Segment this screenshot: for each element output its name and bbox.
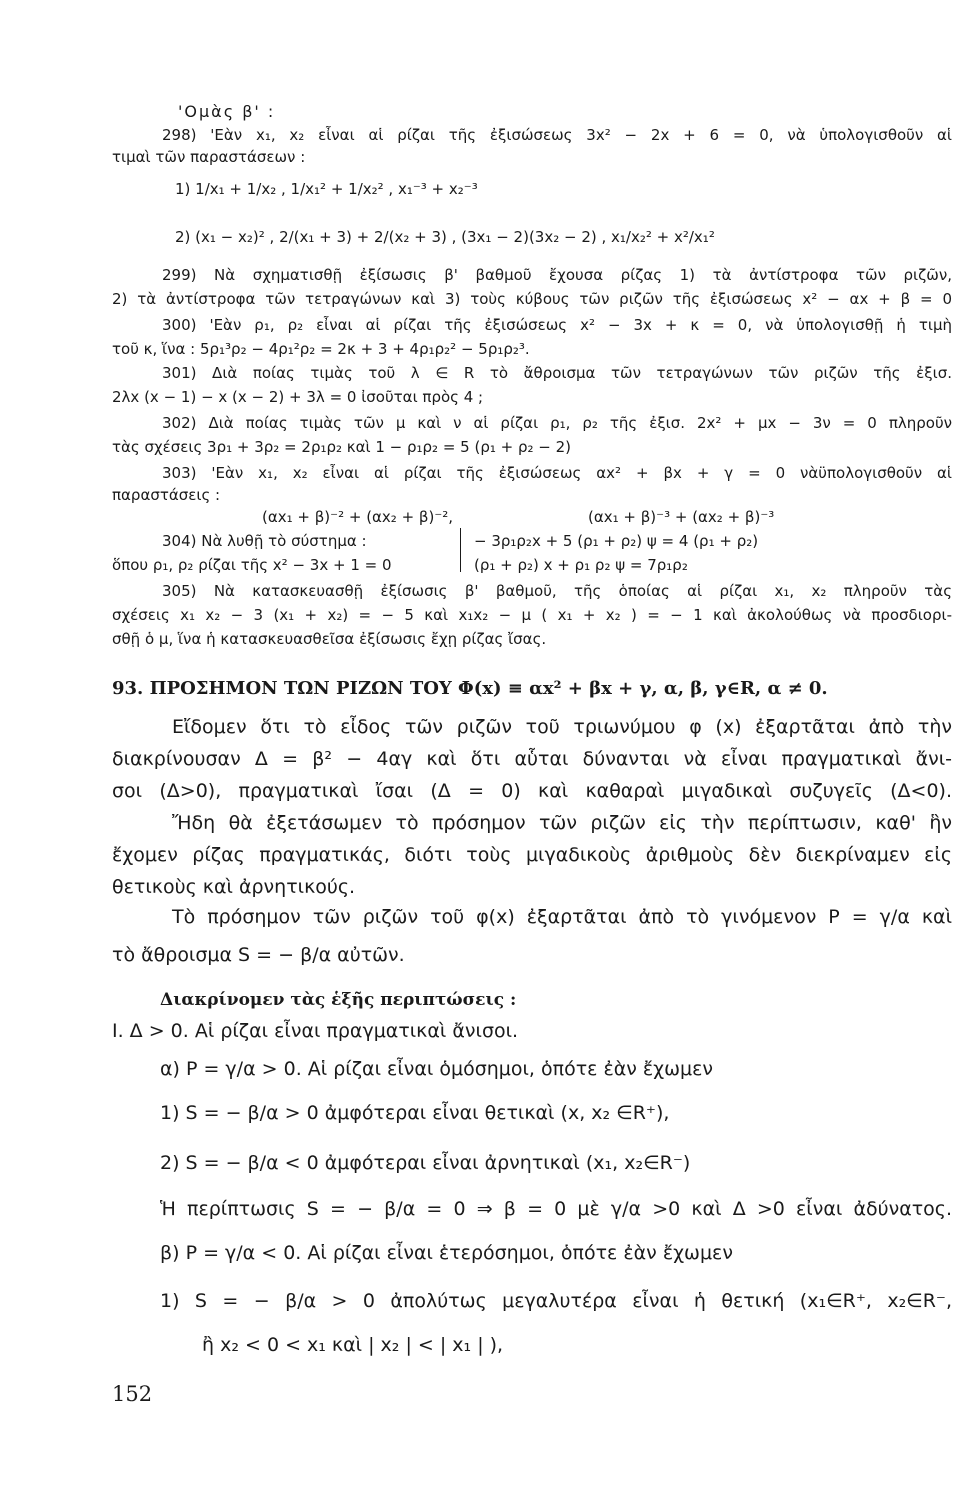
exercise-300-line-2: τοῦ κ, ἵνα : 5ρ₁³ρ₂ − 4ρ₁²ρ₂ = 2κ + 3 + 4ρ₁ρ₂² − 5ρ₁ρ₂³. xyxy=(112,340,530,358)
exercise-301-line-2: 2λx (x − 1) − x (x − 2) + 3λ = 0 ἰσοῦται πρὸς 4 ; xyxy=(112,388,484,406)
paragraph-2-line-1: Ἤδη θὰ ἐξετάσωμεν τὸ πρόσημον τῶν ριζῶν εἰς τὴν περίπτωσιν, καθ' ἣν xyxy=(172,812,952,834)
exercise-305-line-2: σχέσεις x₁ x₂ − 3 (x₁ + x₂) = − 5 καὶ x₁x₂ − μ ( x₁ + x₂ ) = − 1 καὶ ἀκολούθως νὰ προσδιορι- xyxy=(112,606,952,624)
exercise-299-line-1: 299) Νὰ σχηματισθῇ ἐξίσωσις β' βαθμοῦ ἔχουσα ρίζας 1) τὰ ἀντίστροφα τῶν ριζῶν, xyxy=(162,266,952,284)
case-a-2: 2) S = − β/α < 0 ἀμφότεραι εἶναι ἀρνητικαὶ (x₁, x₂∈R⁻) xyxy=(160,1152,691,1174)
cases-heading: Διακρίνομεν τὰς ἑξῆς περιπτώσεις : xyxy=(160,990,517,1010)
exercise-302-line-2: τὰς σχέσεις 3ρ₁ + 3ρ₂ = 2ρ₁ρ₂ καὶ 1 − ρ₁ρ₂ = 5 (ρ₁ + ρ₂ − 2) xyxy=(112,438,572,456)
exercise-303-formula-b: (αx₁ + β)⁻³ + (αx₂ + β)⁻³ xyxy=(588,508,775,526)
exercise-298-line-2: τιμαὶ τῶν παραστάσεων : xyxy=(112,148,306,166)
case-a: α) P = γ/α > 0. Αἱ ρίζαι εἶναι ὁμόσημοι, ὁπότε ἐὰν ἔχωμεν xyxy=(160,1058,714,1080)
exercise-304-system-eq-2: (ρ₁ + ρ₂) x + ρ₁ ρ₂ ψ = 7ρ₁ρ₂ xyxy=(474,556,688,574)
exercise-303-formula-a: (αx₁ + β)⁻² + (αx₂ + β)⁻², xyxy=(262,508,454,526)
exercise-302-line-1: 302) Διὰ ποίας τιμὰς τῶν μ καὶ ν αἱ ρίζαι ρ₁, ρ₂ τῆς ἐξισ. 2x² + μx − 3ν = 0 πληροῦν xyxy=(162,414,952,432)
case-1: I. Δ > 0. Αἱ ρίζαι εἶναι πραγματικαὶ ἄνισοι. xyxy=(112,1020,519,1042)
exercise-304-system-eq-1: − 3ρ₁ρ₂x + 5 (ρ₁ + ρ₂) ψ = 4 (ρ₁ + ρ₂) xyxy=(474,532,759,550)
paragraph-1-line-1: Εἴδομεν ὅτι τὸ εἶδος τῶν ριζῶν τοῦ τριωνύμου φ (x) ἐξαρτᾶται ἀπὸ τὴν xyxy=(172,716,952,738)
exercise-304-line-1: 304) Νὰ λυθῇ τὸ σύστημα : xyxy=(162,532,367,550)
case-b-2: ἢ x₂ < 0 < x₁ καὶ | x₂ | < | x₁ | ), xyxy=(202,1334,504,1356)
paragraph-2-line-3: θετικοὺς καὶ ἀρνητικούς. xyxy=(112,876,356,898)
paragraph-2-line-2: ἔχομεν ρίζας πραγματικάς, διότι τοὺς μιγαδικοὺς ἀριθμοὺς δὲν διεκρίναμεν εἰς xyxy=(112,844,952,866)
case-note: Ἡ περίπτωσις S = − β/α = 0 ⇒ β = 0 μὲ γ/α >0 καὶ Δ >0 εἶναι ἀδύνατος. xyxy=(160,1198,952,1220)
exercise-304-line-2: ὅπου ρ₁, ρ₂ ρίζαι τῆς x² − 3x + 1 = 0 xyxy=(112,556,392,574)
case-b: β) P = γ/α < 0. Αἱ ρίζαι εἶναι ἑτερόσημοι, ὁπότε ἐὰν ἔχωμεν xyxy=(160,1242,733,1264)
exercise-298-formula-2: 2) (x₁ − x₂)² , 2/(x₁ + 3) + 2/(x₂ + 3) , (3x₁ − 2)(3x₂ − 2) , x₁/x₂² + x²/x₁² xyxy=(175,228,715,246)
paragraph-1-line-3: σοι (Δ>0), πραγματικαὶ ἴσαι (Δ = 0) καὶ καθαραὶ μιγαδικαὶ συζυγεῖς (Δ<0). xyxy=(112,780,952,802)
paragraph-3-line-2: τὸ ἄθροισμα S = − β/α αὐτῶν. xyxy=(112,944,405,966)
exercise-303-line-1: 303) 'Εὰν x₁, x₂ εἶναι αἱ ρίζαι τῆς ἐξισώσεως αx² + βx + γ = 0 νὰϋπολογισθοῦν αἱ xyxy=(162,464,952,482)
group-heading: 'Ομὰς β' : xyxy=(178,102,276,121)
case-b-1: 1) S = − β/α > 0 ἀπολύτως μεγαλυτέρα εἶναι ἡ θετική (x₁∈R⁺, x₂∈R⁻, xyxy=(160,1290,952,1312)
case-a-1: 1) S = − β/α > 0 ἀμφότεραι εἶναι θετικαὶ (x, x₂ ∈R⁺), xyxy=(160,1102,670,1124)
exercise-298-line-1: 298) 'Εὰν x₁, x₂ εἶναι αἱ ρίζαι τῆς ἐξισώσεως 3x² − 2x + 6 = 0, νὰ ὑπολογισθοῦν αἱ xyxy=(162,126,952,144)
paragraph-3-line-1: Τὸ πρόσημον τῶν ριζῶν τοῦ φ(x) ἐξαρτᾶται ἀπὸ τὸ γινόμενον P = γ/α καὶ xyxy=(172,906,952,928)
exercise-298-formula-1: 1) 1/x₁ + 1/x₂ , 1/x₁² + 1/x₂² , x₁⁻³ + x₂⁻³ xyxy=(175,180,478,198)
paragraph-1-line-2: διακρίνουσαν Δ = β² − 4αγ καὶ ὅτι αὗται δύνανται νὰ εἶναι πραγματικαὶ ἄνι- xyxy=(112,748,952,770)
exercise-301-line-1: 301) Διὰ ποίας τιμὰς τοῦ λ ∈ R τὸ ἄθροισμα τῶν τετραγώνων τῶν ριζῶν τῆς ἐξισ. xyxy=(162,364,952,382)
exercise-303-line-2: παραστάσεις : xyxy=(112,486,221,504)
exercise-305-line-1: 305) Νὰ κατασκευασθῇ ἐξίσωσις β' βαθμοῦ, τῆς ὁποίας αἱ ρίζαι x₁, x₂ πληροῦν τὰς xyxy=(162,582,952,600)
system-brace xyxy=(460,528,461,572)
section-title: 93. ΠΡΟΣΗΜΟΝ ΤΩΝ ΡΙΖΩΝ ΤΟΥ Φ(x) ≡ αx² + βx + γ, α, β, γ∈R, α ≠ 0. xyxy=(112,678,828,699)
exercise-300-line-1: 300) 'Εὰν ρ₁, ρ₂ εἶναι αἱ ρίζαι τῆς ἐξισώσεως x² − 3x + κ = 0, νὰ ὑπολογισθῇ ἡ τιμὴ xyxy=(162,316,952,334)
exercise-305-line-3: σθῇ ὁ μ, ἵνα ἡ κατασκευασθεῖσα ἐξίσωσις ἔχῃ ρίζας ἴσας. xyxy=(112,630,547,648)
page-number: 152 xyxy=(112,1382,153,1406)
exercise-299-line-2: 2) τὰ ἀντίστροφα τῶν τετραγώνων καὶ 3) τοὺς κύβους τῶν ριζῶν τῆς ἐξισώσεως x² − αx + β = 0 xyxy=(112,290,952,308)
